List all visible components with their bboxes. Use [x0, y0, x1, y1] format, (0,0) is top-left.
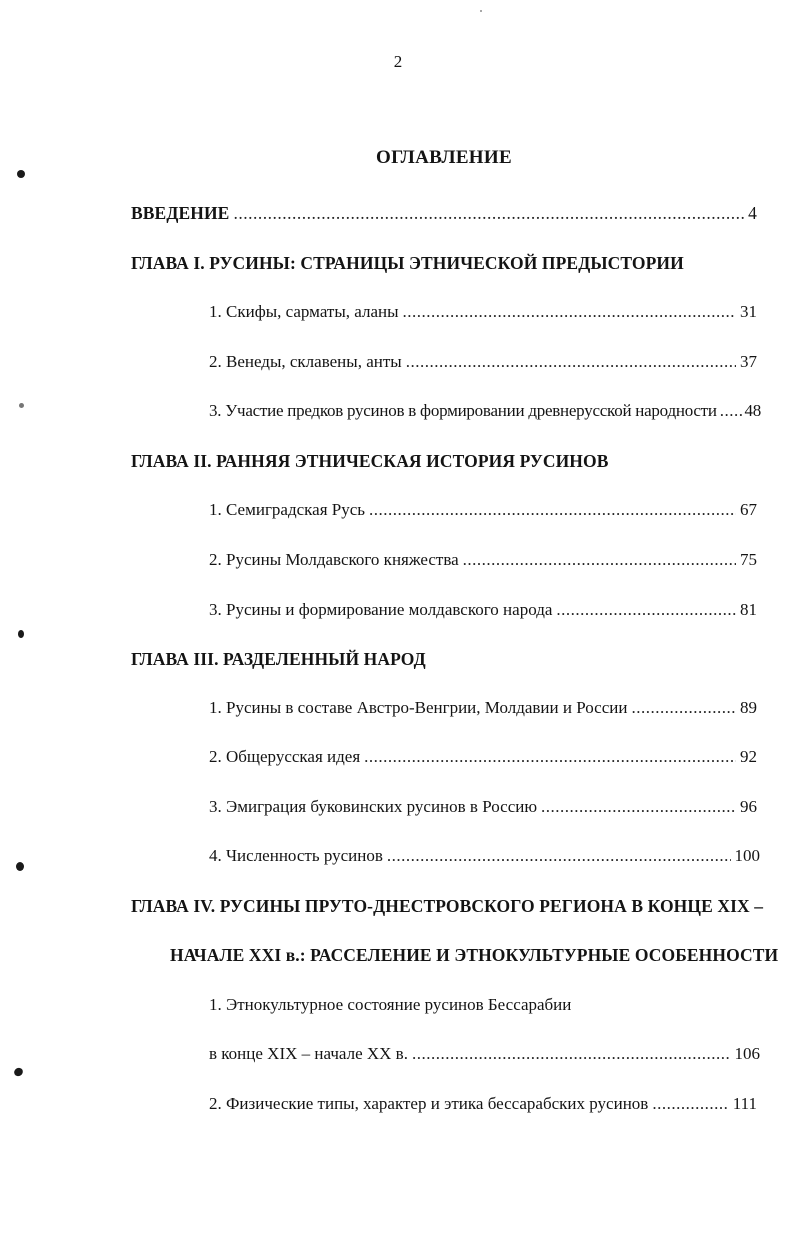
toc-entry-intro[interactable] [131, 201, 757, 225]
toc-entry-continued[interactable] [209, 1042, 760, 1066]
toc-entry[interactable] [209, 498, 757, 522]
scan-speck [13, 1066, 25, 1077]
leader-dots [233, 201, 744, 225]
toc-entry-page: 81 [740, 600, 757, 619]
toc-chapter-label: ГЛАВА I. РУСИНЫ: СТРАНИЦЫ ЭТНИЧЕСКОЙ ПРЕДЫСТОРИИ [131, 253, 684, 273]
toc-entry-label: 2. Общерусская идея [209, 747, 361, 766]
toc-chapter-3[interactable] [131, 647, 426, 671]
toc-entry-label: 2. Физические типы, характер и этика бессарабских русинов [209, 1094, 649, 1113]
toc-entry-page: 31 [740, 302, 757, 321]
scan-speck [480, 10, 482, 12]
leader-dots [364, 745, 736, 769]
toc-entry-label: ВВЕДЕНИЕ [131, 203, 230, 223]
toc-entry-page: 106 [734, 1044, 760, 1063]
leader-dots [541, 795, 736, 819]
toc-entry-label: 3. Участие предков русинов в формировании древнерусской народности [209, 401, 717, 420]
scan-speck [16, 862, 24, 871]
toc-entry-page: 37 [740, 352, 757, 371]
leader-dots [556, 598, 736, 622]
toc-entry[interactable] [209, 548, 757, 572]
toc-entry-label: 3. Русины и формирование молдавского народа [209, 600, 553, 619]
page-number: 2 [393, 52, 403, 71]
toc-chapter-4-continued [170, 943, 778, 967]
toc-chapter-4[interactable] [131, 894, 763, 918]
toc-entry[interactable] [209, 745, 757, 769]
toc-entry-label: 1. Семиградская Русь [209, 500, 366, 519]
toc-entry-page: 4 [748, 203, 757, 223]
leader-dots [403, 300, 736, 324]
toc-chapter-label-line2: НАЧАЛЕ XXI в.: РАССЕЛЕНИЕ И ЭТНОКУЛЬТУРНЫЕ ОСОБЕННОСТИ [170, 945, 779, 965]
toc-entry-label: 1. Русины в составе Австро-Венгрии, Молдавии и России [209, 698, 628, 717]
toc-entry-label: 4. Численность русинов [209, 846, 383, 865]
toc-entry-page: 111 [732, 1094, 757, 1113]
leader-dots [652, 1092, 728, 1116]
toc-entry[interactable] [209, 598, 757, 622]
toc-entry[interactable] [209, 795, 757, 819]
toc-entry-label-line1: 1. Этнокультурное состояние русинов Бессарабии [209, 995, 572, 1014]
toc-chapter-label: ГЛАВА III. РАЗДЕЛЕННЫЙ НАРОД [131, 649, 426, 669]
toc-entry[interactable] [209, 993, 571, 1017]
toc-entry[interactable] [209, 696, 757, 720]
toc-entry-page: 48 [744, 401, 761, 420]
toc-entry-page: 89 [740, 698, 757, 717]
leader-dots [463, 548, 736, 572]
toc-entry[interactable] [209, 350, 757, 374]
toc-title: ОГЛАВЛЕНИЕ [376, 147, 512, 168]
toc-entry-label-line2: в конце XIX – начале XX в. [209, 1044, 408, 1063]
toc-entry-page: 75 [740, 550, 757, 569]
toc-entry-label: 2. Русины Молдавского княжества [209, 550, 459, 569]
toc-chapter-2[interactable] [131, 449, 609, 473]
scan-speck [17, 170, 25, 178]
leader-dots [720, 399, 742, 423]
toc-entry[interactable] [209, 300, 757, 324]
toc-entry[interactable] [209, 844, 760, 868]
leader-dots [406, 350, 736, 374]
toc-entry-page: 92 [740, 747, 757, 766]
toc-chapter-1[interactable] [131, 251, 684, 275]
leader-dots [387, 844, 731, 868]
toc-entry[interactable] [209, 1092, 757, 1116]
scan-speck [18, 630, 24, 638]
toc-entry-page: 96 [740, 797, 757, 816]
toc-chapter-label: ГЛАВА II. РАННЯЯ ЭТНИЧЕСКАЯ ИСТОРИЯ РУСИНОВ [131, 451, 609, 471]
toc-entry-page: 100 [734, 846, 760, 865]
toc-chapter-label-line1: ГЛАВА IV. РУСИНЫ ПРУТО-ДНЕСТРОВСКОГО РЕГИОНА В КОНЦЕ XIX – [131, 896, 764, 916]
leader-dots [631, 696, 736, 720]
scan-speck [19, 403, 24, 408]
toc-entry[interactable] [209, 399, 761, 423]
toc-entry-label: 1. Скифы, сарматы, аланы [209, 302, 399, 321]
toc-entry-page: 67 [740, 500, 757, 519]
toc-entry-label: 3. Эмиграция буковинских русинов в Россию [209, 797, 538, 816]
toc-entry-label: 2. Венеды, склавены, анты [209, 352, 402, 371]
leader-dots [369, 498, 736, 522]
leader-dots [412, 1042, 731, 1066]
